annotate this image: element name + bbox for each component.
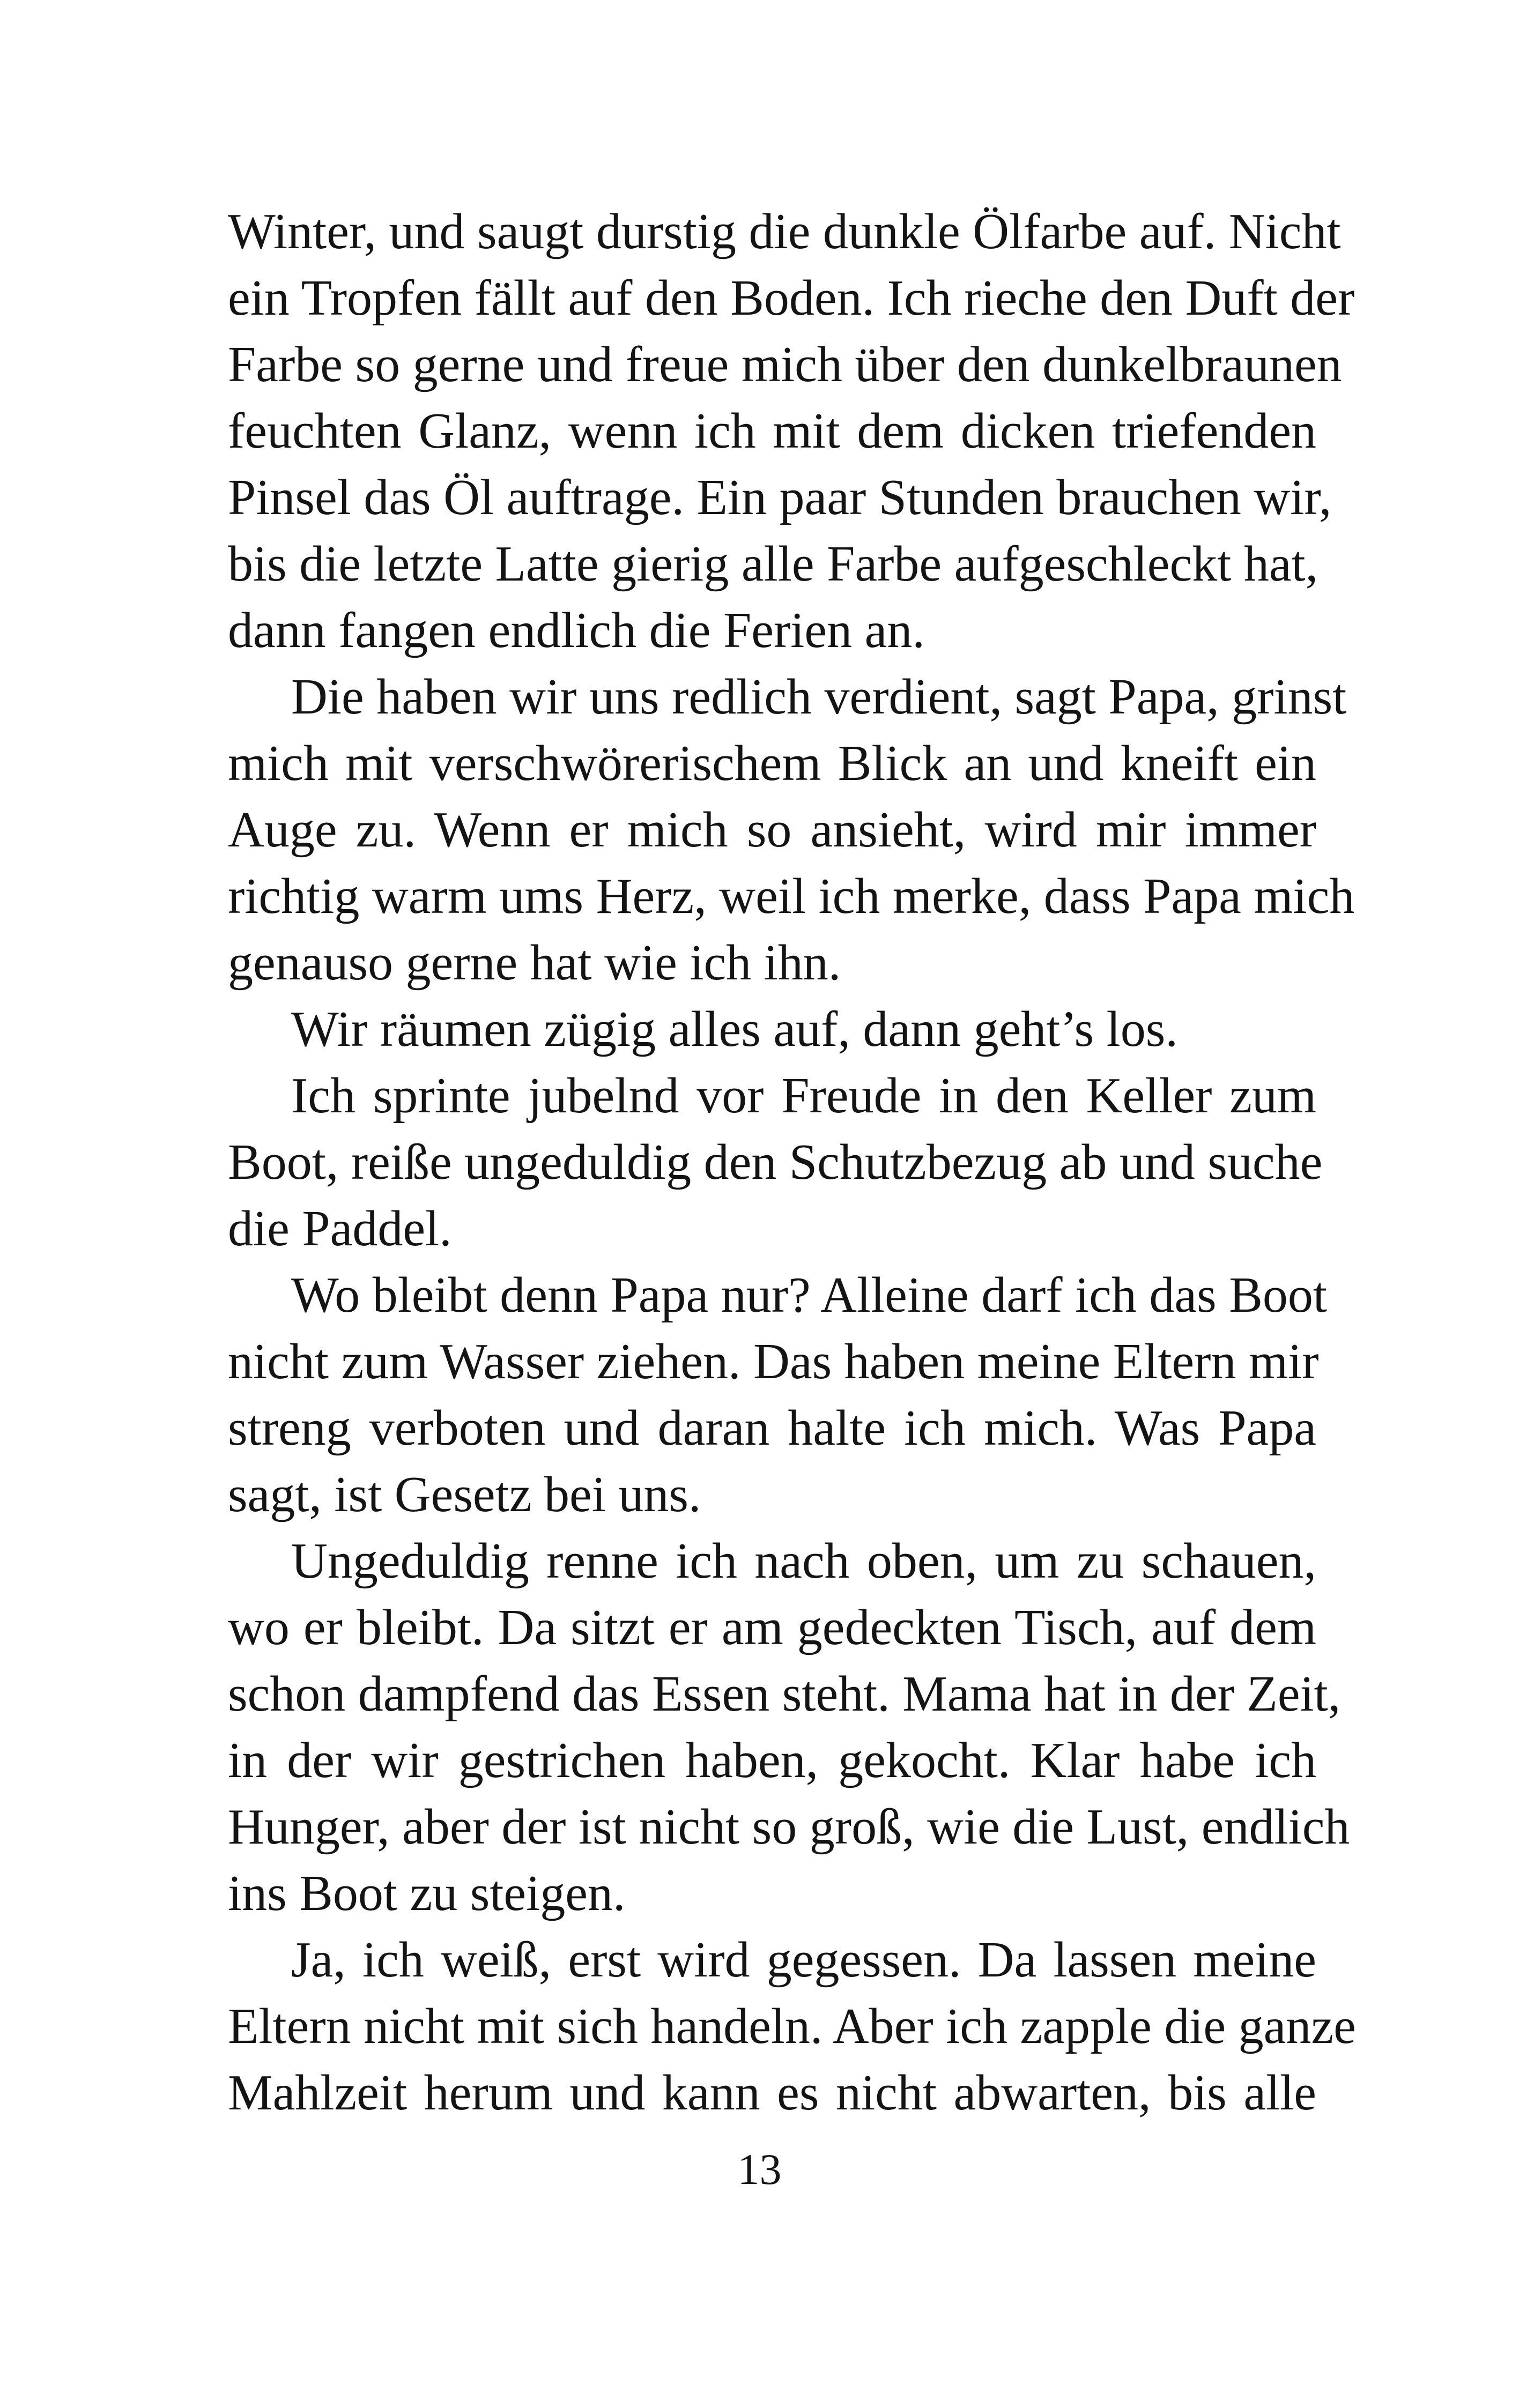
text-line: Boot, reiße ungeduldig den Schutzbezug ab und suche — [228, 1134, 1323, 1190]
page-number: 13 — [737, 2145, 782, 2194]
text-line: streng verboten und daran halte ich mich. Was Papa — [228, 1400, 1316, 1456]
text-line: ins Boot zu steigen. — [228, 1866, 626, 1921]
text-line: Winter, und saugt durstig die dunkle Ölfarbe auf. Nicht — [228, 204, 1341, 259]
text-line: Die haben wir uns redlich verdient, sagt Papa, grinst — [291, 669, 1347, 725]
text-line: Eltern nicht mit sich handeln. Aber ich zapple die ganze — [228, 1998, 1356, 2054]
text-line: Wir räumen zügig alles auf, dann geht’s los. — [291, 1001, 1178, 1057]
text-line: richtig warm ums Herz, weil ich merke, dass Papa mich — [228, 868, 1355, 924]
text-line: Hunger, aber der ist nicht so groß, wie die Lust, endlich — [228, 1799, 1350, 1855]
text-line: wo er bleibt. Da sitzt er am gedeckten Tisch, auf dem — [228, 1600, 1316, 1655]
text-line: nicht zum Wasser ziehen. Das haben meine Eltern mir — [228, 1334, 1319, 1389]
text-line: schon dampfend das Essen steht. Mama hat in der Zeit, — [228, 1666, 1341, 1722]
text-line: mich mit verschwörerischem Blick an und kneift ein — [228, 735, 1316, 791]
text-line: Farbe so gerne und freue mich über den dunkelbraunen — [228, 337, 1342, 392]
text-line: ein Tropfen fällt auf den Boden. Ich rieche den Duft der — [228, 270, 1355, 326]
body-text — [228, 198, 1356, 2126]
text-line: feuchten Glanz, wenn ich mit dem dicken triefenden — [228, 403, 1316, 459]
text-line: in der wir gestrichen haben, gekocht. Klar habe ich — [228, 1733, 1316, 1788]
text-line: Ungeduldig renne ich nach oben, um zu schauen, — [291, 1533, 1316, 1589]
text-line: genauso gerne hat wie ich ihn. — [228, 935, 841, 991]
text-line: Ich sprinte jubelnd vor Freude in den Keller zum — [291, 1068, 1316, 1124]
text-line: sagt, ist Gesetz bei uns. — [228, 1467, 701, 1522]
text-line: Auge zu. Wenn er mich so ansieht, wird mir immer — [228, 802, 1316, 858]
text-line: die Paddel. — [228, 1201, 452, 1257]
text-line: bis die letzte Latte gierig alle Farbe aufgeschleckt hat, — [228, 536, 1318, 592]
text-line: Mahlzeit herum und kann es nicht abwarten, bis alle — [228, 2065, 1316, 2121]
text-line: Pinsel das Öl auftrage. Ein paar Stunden brauchen wir, — [228, 470, 1332, 525]
text-line: Wo bleibt denn Papa nur? Alleine darf ich das Boot — [291, 1267, 1328, 1323]
text-line: dann fangen endlich die Ferien an. — [228, 603, 925, 658]
text-line: Ja, ich weiß, erst wird gegessen. Da lassen meine — [291, 1932, 1316, 1988]
